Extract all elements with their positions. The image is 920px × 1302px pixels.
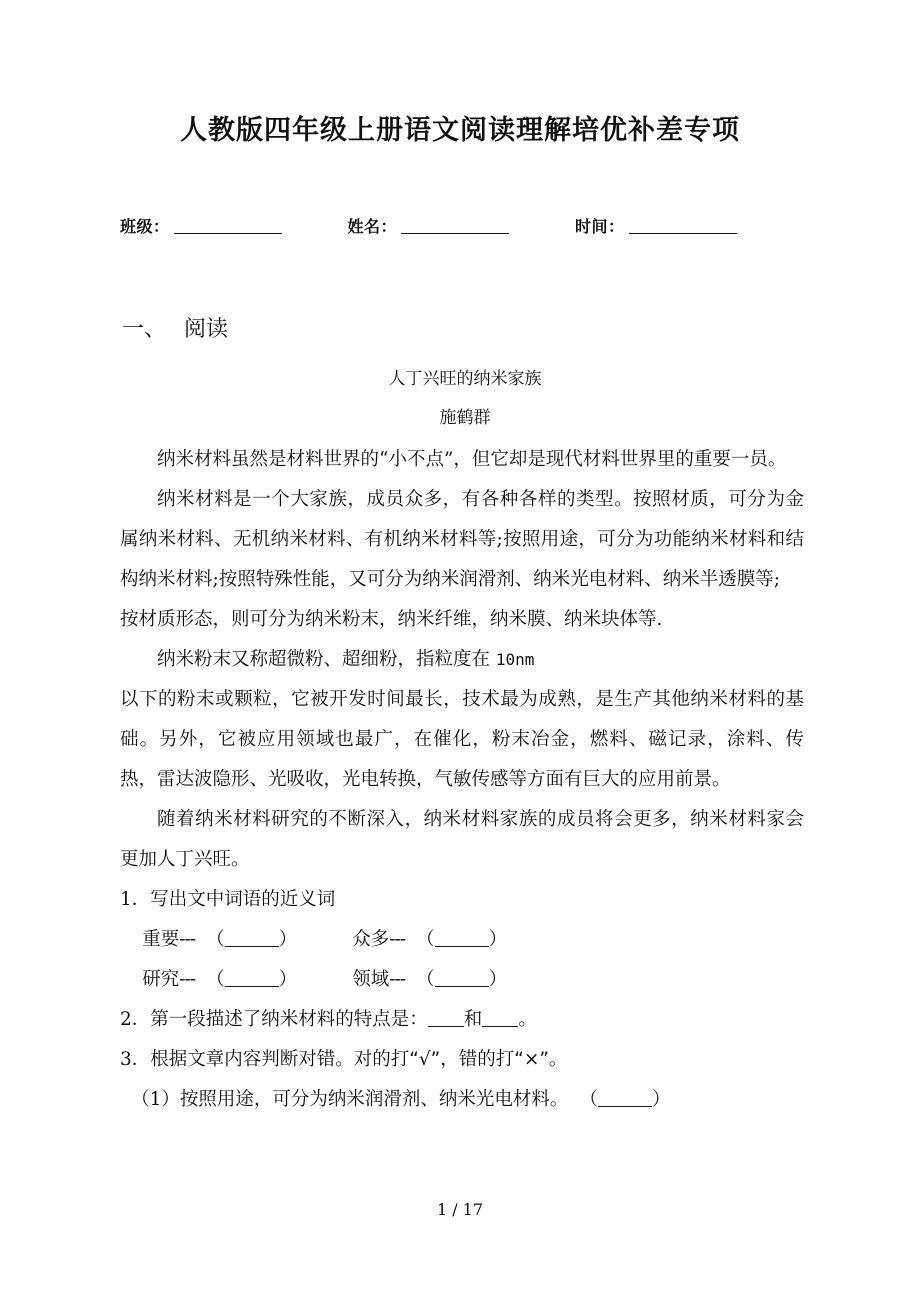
paragraph-text: 纳米粉末又称超微粉、超细粉，指粒度在	[157, 649, 491, 670]
answer-underline[interactable]	[225, 928, 279, 947]
time-label: 时间：	[575, 217, 625, 236]
synonym-pair	[341, 960, 507, 1000]
question-end-punct: 。	[518, 1009, 537, 1030]
paren-close: ）	[278, 969, 298, 990]
synonym-answer-blank[interactable]	[405, 960, 507, 1000]
question-text: 第一段描述了纳米材料的特点是：	[150, 1009, 428, 1030]
answer-underline[interactable]	[225, 968, 279, 987]
article-body	[120, 440, 804, 1120]
page-number-footer: 1 / 17	[436, 1200, 484, 1219]
paren-open: （	[206, 929, 225, 950]
article-author: 施鹤群	[439, 408, 491, 428]
paren-open: （	[416, 969, 435, 990]
synonym-pair	[341, 920, 507, 960]
section-number: 一、	[122, 317, 167, 342]
paren-open: （	[206, 969, 225, 990]
time-field[interactable]	[575, 214, 737, 237]
nanometer-value: 10nm	[495, 650, 535, 669]
section-heading-reading	[122, 312, 228, 343]
synonym-dash: ---	[179, 929, 195, 950]
item-number: （1）	[131, 1089, 180, 1110]
synonym-dash: ---	[179, 969, 195, 990]
synonym-dash: ---	[389, 929, 405, 950]
answer-underline[interactable]	[435, 968, 489, 987]
question-number: 3．	[120, 1049, 151, 1070]
synonym-word: 领域	[352, 969, 390, 990]
paragraph: 随着纳米材料研究的不断深入，纳米材料家族的成员将会更多，纳米材料家会更加人丁兴旺。	[120, 809, 804, 870]
paren-close: ）	[278, 929, 298, 950]
synonym-word: 重要	[142, 929, 180, 950]
synonym-word: 众多	[352, 929, 390, 950]
paragraph: 按材质形态，则可分为纳米粉末，纳米纤维，纳米膜、纳米块体等.	[120, 609, 663, 630]
paren-open: （	[416, 929, 435, 950]
answer-blank-a[interactable]	[428, 1008, 464, 1027]
student-info-row	[120, 214, 800, 237]
true-false-item-1	[120, 1080, 804, 1120]
name-blank[interactable]	[401, 217, 509, 234]
paren-close: ）	[488, 969, 508, 990]
article-title: 人丁兴旺的纳米家族	[388, 369, 542, 389]
section-label: 阅读	[184, 317, 229, 342]
question-text: 根据文章内容判断对错。对的打“√”，错的打“×”。	[150, 1049, 568, 1070]
paragraph-with-unit	[120, 640, 804, 680]
synonym-answer-blank[interactable]	[195, 920, 297, 960]
class-blank[interactable]	[174, 217, 282, 234]
synonym-answer-blank[interactable]	[195, 960, 297, 1000]
paragraph: 纳米材料虽然是材料世界的“小不点”，但它却是现代材料世界里的重要一员。	[157, 449, 787, 470]
question-text: 写出文中词语的近义词	[150, 889, 336, 910]
page-title: 人教版四年级上册语文阅读理解培优补差专项	[180, 115, 740, 146]
question-2	[120, 1000, 804, 1040]
name-label: 姓名：	[347, 217, 398, 236]
paren-close: ）	[488, 929, 508, 950]
question-1	[120, 880, 804, 920]
question-conjunction: 和	[463, 1009, 483, 1030]
item-text: 按照用途，可分为纳米润滑剂、纳米光电材料。	[179, 1089, 569, 1110]
item-answer-blank[interactable]	[568, 1080, 670, 1120]
question-number: 2．	[120, 1009, 151, 1030]
paragraph: 以下的粉末或颗粒，它被开发时间最长，技术最为成熟，是生产其他纳米材料的基础。另外，它被应用领域也最广，在催化，粉末冶金，燃料、磁记录，涂料、传热，雷达波隐形、光吸收，光电转换，气敏传感等方面有巨大的应用前景。	[120, 689, 804, 790]
paragraph: 纳米材料是一个大家族，成员众多，有各种各样的类型。按照材质，可分为金属纳米材料、无机纳米材料、有机纳米材料等;按照用途，可分为功能纳米材料和结构纳米材料;按照特殊性能，又可分为纳米润滑剂、纳米光电材料、纳米半透膜等;	[120, 489, 804, 590]
synonym-dash: ---	[389, 969, 405, 990]
answer-blank-b[interactable]	[482, 1008, 518, 1027]
synonym-pair	[131, 920, 297, 960]
name-field[interactable]	[348, 214, 510, 237]
paren-close: ）	[652, 1089, 671, 1110]
synonym-word: 研究	[142, 969, 180, 990]
time-blank[interactable]	[629, 217, 737, 234]
answer-underline[interactable]	[435, 928, 489, 947]
synonym-row	[120, 920, 804, 960]
class-label: 班级：	[120, 217, 170, 236]
synonym-answer-blank[interactable]	[405, 920, 507, 960]
synonym-row	[120, 960, 804, 1000]
class-field[interactable]	[120, 214, 282, 237]
answer-underline[interactable]	[598, 1088, 652, 1107]
question-3	[120, 1040, 804, 1080]
synonym-pair	[131, 960, 297, 1000]
paren-open: （	[579, 1089, 598, 1110]
question-number: 1．	[120, 889, 151, 910]
